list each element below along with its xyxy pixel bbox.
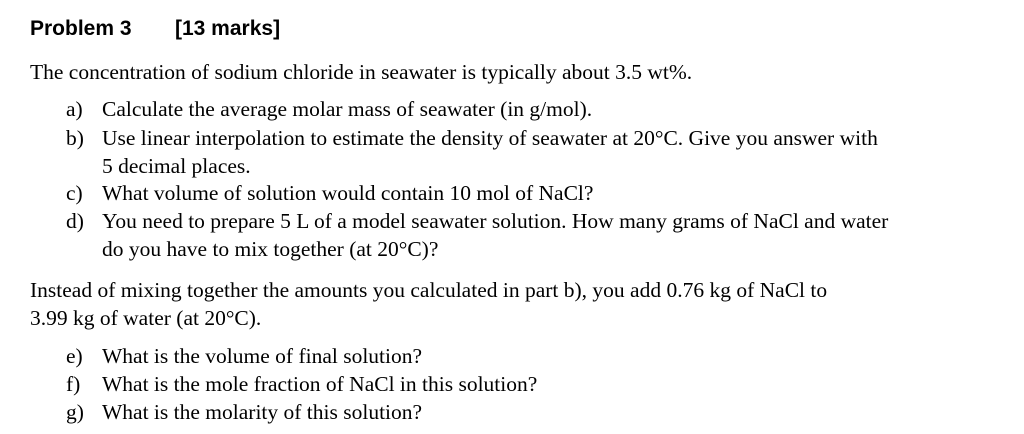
middle-line-1: Instead of mixing together the amounts you calculated in part b), you add 0.76 kg of NaCl to [30, 278, 828, 302]
problem-marks: [13 marks] [175, 17, 281, 40]
part-f [66, 371, 986, 399]
part-a [66, 96, 986, 124]
part-d-line-2: do you have to mix together (at 20°C)? [102, 236, 439, 261]
part-b [66, 125, 986, 180]
part-d-line-1: You need to prepare 5 L of a model seawater solution. How many grams of NaCl and water [102, 209, 889, 233]
part-d [66, 208, 986, 263]
part-g-label: g) [66, 400, 84, 424]
part-f-label: f) [66, 372, 81, 396]
problem-heading [30, 14, 281, 44]
part-g-line-1: What is the molarity of this solution? [102, 400, 423, 424]
part-b-label: b) [66, 126, 84, 150]
part-d-label: d) [66, 209, 84, 233]
part-b-line-2: 5 decimal places. [102, 153, 251, 178]
problem-intro: The concentration of sodium chloride in seawater is typically about 3.5 wt%. [30, 60, 693, 84]
part-c-line-1: What volume of solution would contain 10 mol of NaCl? [102, 181, 594, 205]
part-a-line-1: Calculate the average molar mass of seawater (in g/mol). [102, 97, 593, 121]
part-e [66, 343, 986, 371]
part-b-line-1: Use linear interpolation to estimate the density of seawater at 20°C. Give you answer with [102, 126, 878, 150]
part-c-label: c) [66, 181, 83, 205]
part-e-line-1: What is the volume of final solution? [102, 344, 423, 368]
middle-paragraph [30, 276, 827, 332]
part-g [66, 399, 986, 427]
middle-line-2: 3.99 kg of water (at 20°C). [30, 306, 262, 330]
part-c [66, 180, 986, 208]
part-e-label: e) [66, 344, 83, 368]
part-f-line-1: What is the mole fraction of NaCl in this solution? [102, 372, 538, 396]
problem-title: Problem 3 [30, 17, 132, 40]
part-a-label: a) [66, 97, 83, 121]
